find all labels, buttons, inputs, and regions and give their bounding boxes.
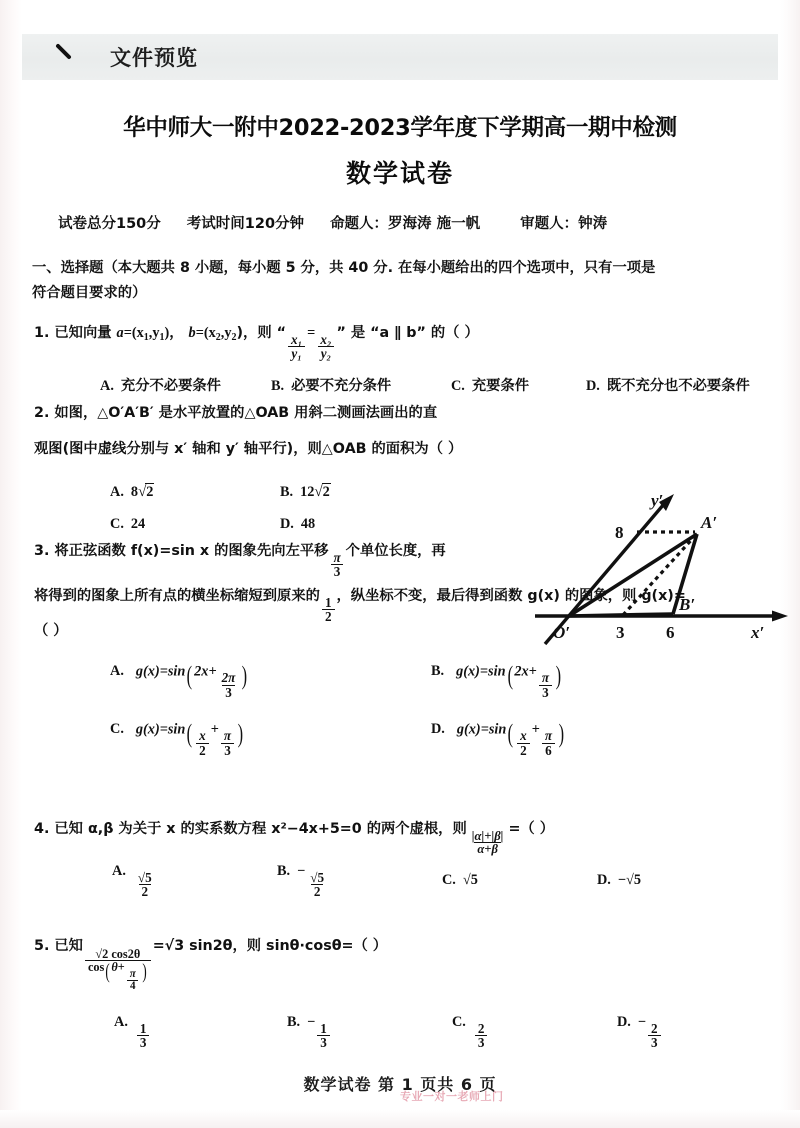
figure-label-x-axis: x′ [751,623,765,642]
q2-option-b[interactable]: B. 12√2 [279,484,330,500]
figure-label-point-b: B′ [679,595,696,614]
q1-sub2: 1 [159,332,165,343]
question-2-options-row2 [110,516,315,533]
question-4-options [112,863,641,899]
q5-stem-mid: =√3 sin2θ，则 sinθ·cosθ=（ ） [152,938,388,954]
exam-reviewer: 审题人：钟涛 [520,216,608,232]
q3-line1-post: 个单位长度，再 [345,543,446,559]
page-edge-bottom [0,1110,800,1128]
q5-number: 5. [34,938,50,954]
q1-option-d[interactable]: D. 既不充分也不必要条件 [585,378,750,394]
question-2-stem-line2 [34,436,462,462]
q1-sub1: 1 [143,332,149,343]
q4-option-d[interactable]: D. −√5 [596,872,642,889]
question-5-options [114,1014,663,1050]
q1-sub3: 2 [215,332,221,343]
figure-xtick-6: 6 [666,623,675,642]
q3-frac-1-2: $\frac{1}{2}$ [322,596,335,624]
exam-total-score: 试卷总分150分 [58,216,161,232]
q3-line1-pre: 将正弦函数 f(x)=sin x 的图象先向左平移 [54,543,329,559]
q5-fraction: √2 cos2θ cos(θ+ $\frac{\pi}{4}$ ) [85,948,151,993]
q4-fraction: $\frac{|\alpha|+|\beta|}{\alpha+\beta}$ [471,828,504,857]
q3-line2-post: ，纵坐标不变，最后得到函数 g(x) 的图象，则 g(x)= [336,588,686,604]
question-3-stem-line3 [34,618,68,644]
q2-line2: 观图(图中虚线分别与 x′ 轴和 y′ 轴平行)，则△OAB 的面积为（ ） [34,441,463,457]
q1-option-a[interactable]: A. 充分不必要条件 [100,378,221,394]
exam-duration: 考试时间120分钟 [186,216,305,232]
question-3-stem-line1 [34,538,446,579]
page-title: 文件预览 [110,46,198,70]
question-1-stem: 1. 已知向量 $a=(x_1,y_1)$， $b=(x_2,y_2)$，则 “ $\frac{\text{x₁}}{\text{y₁}}$ = $\frac{\text{x₂}}{\text{y₂}}$ ” 是 “a ∥ b” 的（ ） [34,325,479,362]
exam-meta-row [58,212,758,233]
q3-line2-pre: 将得到的图象上所有点的横坐标缩短到原来的 [34,588,320,604]
q4-option-b[interactable]: B. − $\frac{√5}{2}$ [276,863,325,900]
section-heading-line2: 符合题目要求的） [32,285,147,301]
q1-close: )， [164,325,184,341]
q1-sub4: 2 [231,332,237,343]
q3-frac-pi-3: $\frac{\pi}{3}$ [330,551,343,579]
q3-option-b[interactable]: B. g(x)=sin( 2x+ $\frac{\pi}{3}$ ) [430,660,562,700]
q2-number: 2. [34,405,50,421]
q5-option-c[interactable]: C. $\frac{2}{3}$ [452,1014,612,1050]
q3-option-d[interactable]: D. g(x)=sin( $\frac{x}{2}$ + $\frac{\pi}{6}$ ) [430,718,565,758]
question-1-options [100,375,750,395]
q4-stem-post: =（ ） [508,821,554,837]
q1-eq1: =(x [123,325,144,341]
q1-number: 1. [34,325,50,341]
q3-number: 3. [34,543,50,559]
q1-fraction-left: $\frac{\text{x₁}}{\text{y₁}}$ [288,333,305,361]
q1-vector-a: a [116,325,124,341]
question-2-stem-line1 [34,400,437,426]
figure-label-y-axis: y′ [651,491,664,510]
q2-option-d[interactable]: D. 48 [279,516,316,532]
q5-stem-pre: 已知 [54,938,83,954]
q1-option-c[interactable]: C. 充要条件 [450,378,530,394]
q4-option-a[interactable]: A. $\frac{√5}{2}$ [112,863,152,900]
q5-option-b[interactable]: B. − $\frac{1}{3}$ [287,1014,447,1050]
q1-comma: ,y [148,325,160,341]
question-3-options-row1 [110,660,563,699]
q3-line3: （ ） [34,623,68,639]
exam-title-line1: 华中师大一附中2022-2023学年度下学期高一期中检测 [123,115,677,141]
q2-option-a[interactable]: A. 8√2 [110,484,154,500]
q5-option-a[interactable]: A. $\frac{1}{3}$ [114,1014,282,1050]
question-3-options-row2 [110,718,566,757]
q1-stem-prefix: 已知向量 [54,325,112,341]
q1-vector-b: b [188,325,196,341]
figure-xtick-3: 3 [616,623,625,642]
page-footer: 数学试卷 第 1 页共 6 页 [303,1075,497,1094]
figure-label-point-a: A′ [701,513,718,532]
q1-eq2: =(x [195,325,216,341]
q2-option-c[interactable]: C. 24 [110,516,146,532]
q3-option-a[interactable]: A. g(x)=sin( 2x+ $\frac{2\pi}{3}$ ) [110,660,248,700]
q4-option-c[interactable]: C. √5 [441,872,478,889]
exam-author: 命题人：罗海涛 施一帆 [330,216,481,232]
q1-comma2: ,y [220,325,232,341]
watermark-text: 专业一对一老师上门 [400,1090,504,1103]
question-3-stem-line2 [34,583,686,624]
page-edge-left [0,0,22,1128]
section-heading [32,256,772,306]
q4-stem-pre: 已知 α,β 为关于 x 的实系数方程 x²−4x+5=0 的两个虚根，则 [54,821,467,837]
exam-title-line2: 数学试卷 [345,159,454,188]
question-4-stem [34,816,554,856]
q2-line1: 如图，△O′A′B′ 是水平放置的△OAB 用斜二测画法画出的直 [54,405,438,421]
back-chevron-icon[interactable] [52,40,80,68]
q1-fraction-right: $\frac{\text{x₂}}{\text{y₂}}$ [317,333,334,361]
figure-ytick-8: 8 [615,523,624,542]
section-heading-line1: 一、选择题（本大题共 8 小题，每小题 5 分，共 40 分. 在每小题给出的四个选项中，只有一项是 [32,260,656,276]
q4-number: 4. [34,821,50,837]
document-preview-canvas[interactable] [22,88,778,1110]
q3-option-c[interactable]: C. g(x)=sin( $\frac{x}{2}$ + $\frac{\pi}{3}$ ) [110,718,244,758]
q5-option-d[interactable]: D. − $\frac{2}{3}$ [617,1014,663,1050]
figure-label-origin: O′ [553,623,571,642]
q1-close2: )，则 “ [236,325,287,341]
q1-stem-tail: ” 是 “a ∥ b” 的（ ） [336,325,479,341]
question-5-stem [34,933,387,993]
question-2-options-row1 [110,483,331,501]
app-header-bar [22,34,778,80]
q1-option-b[interactable]: B. 必要不充分条件 [270,378,392,394]
